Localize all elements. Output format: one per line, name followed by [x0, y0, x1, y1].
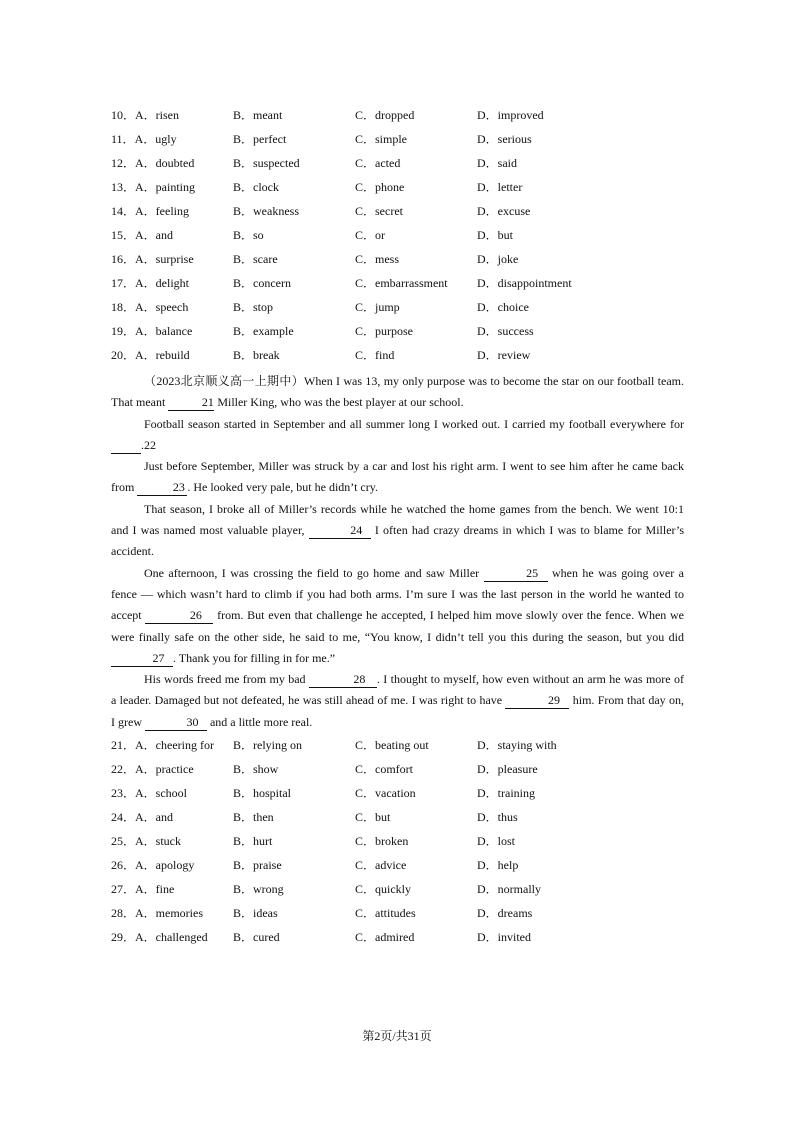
question-row [111, 275, 691, 299]
option-c[interactable]: C．or [355, 228, 386, 242]
question-number: 23． [111, 786, 136, 800]
option-a[interactable] [111, 107, 179, 123]
option-d[interactable]: D．normally [477, 882, 541, 896]
option-a[interactable] [111, 929, 208, 945]
option-a-text: A．delight [135, 276, 190, 290]
option-d[interactable]: D．letter [477, 180, 523, 194]
option-b[interactable]: B．relying on [233, 738, 302, 752]
question-number: 25． [111, 834, 136, 848]
option-b[interactable]: B．hurt [233, 834, 273, 848]
option-a[interactable] [111, 347, 190, 363]
question-row [111, 881, 691, 905]
question-row [111, 299, 691, 323]
option-a[interactable] [111, 761, 194, 777]
option-a-text: A．school [135, 786, 188, 800]
option-c[interactable]: C．attitudes [355, 906, 416, 920]
option-a[interactable] [111, 785, 187, 801]
question-number: 22． [111, 762, 136, 776]
passage-paragraph-5: One afternoon, I was crossing the field to go home and saw Miller 25 when he was going over a fence — which wasn’t hard to climb if you had both arms. I’m sure I was the last person in the world he wanted to accept 26 from. But even that challenge he accepted, I helped him move slowly over the fence. When we were finally safe on the other side, he said to me, “You know, I didn’t tell you this during the season, but you did 27 . Thank you for filling in for me.” [111, 565, 684, 665]
option-d[interactable]: D．lost [477, 834, 516, 848]
question-row [111, 857, 691, 881]
passage-paragraph-1: （2023北京顺义高一上期中）When I was 13, my only purpose was to become the star on our football team. That meant 21 Miller King, who was the best player at our school. [111, 374, 684, 410]
question-number: 27． [111, 882, 136, 896]
option-b[interactable]: B．concern [233, 276, 291, 290]
option-b[interactable]: B．show [233, 762, 279, 776]
option-a[interactable] [111, 251, 194, 267]
option-c[interactable]: C．broken [355, 834, 409, 848]
blank-29[interactable]: 29 [505, 694, 569, 709]
option-b[interactable]: B．clock [233, 180, 279, 194]
option-c[interactable]: C．comfort [355, 762, 413, 776]
option-b[interactable]: B．weakness [233, 204, 299, 218]
option-c[interactable]: C．purpose [355, 324, 413, 338]
option-a-text: A．feeling [135, 204, 189, 218]
option-a-text: A．doubted [135, 156, 195, 170]
option-c[interactable]: C．simple [355, 132, 408, 146]
option-a-text: A．practice [135, 762, 194, 776]
option-b[interactable]: B．suspected [233, 156, 300, 170]
option-a-text: A．memories [135, 906, 204, 920]
question-row [111, 833, 691, 857]
passage-paragraph-3: Just before September, Miller was struck by a car and lost his right arm. I went to see him after he came back from 23 . He looked very pale, but he didn’t cry. [111, 459, 684, 495]
blank-22[interactable]: 22 [111, 439, 141, 454]
option-b[interactable]: B．perfect [233, 132, 287, 146]
option-a[interactable] [111, 179, 195, 195]
question-number: 15． [111, 228, 136, 242]
option-d[interactable]: D．thus [477, 810, 518, 824]
option-a[interactable] [111, 131, 177, 147]
option-c[interactable]: C．dropped [355, 108, 415, 122]
option-d[interactable]: D．excuse [477, 204, 531, 218]
option-c[interactable]: C．quickly [355, 882, 411, 896]
option-d[interactable]: D．staying with [477, 738, 557, 752]
passage-paragraph-2: Football season started in September and all summer long I worked out. I carried my football everywhere for 22. [111, 414, 684, 457]
question-row [111, 347, 691, 371]
question-row [111, 323, 691, 347]
option-a[interactable] [111, 857, 194, 873]
options-block-10-20 [111, 107, 691, 371]
question-row [111, 107, 691, 131]
option-c[interactable]: C．vacation [355, 786, 416, 800]
option-a-text: A．fine [135, 882, 175, 896]
option-b[interactable]: B．cured [233, 930, 280, 944]
blank-25[interactable]: 25 [484, 567, 548, 582]
question-row [111, 203, 691, 227]
option-a-text: A．and [135, 810, 174, 824]
question-row [111, 809, 691, 833]
option-a-text: A．apology [135, 858, 195, 872]
option-a[interactable] [111, 905, 203, 921]
option-b[interactable]: B．break [233, 348, 280, 362]
option-a[interactable] [111, 203, 189, 219]
question-row [111, 155, 691, 179]
option-b[interactable]: B．scare [233, 252, 278, 266]
cloze-passage [111, 371, 684, 733]
question-number: 24． [111, 810, 136, 824]
question-number: 14． [111, 204, 136, 218]
question-number: 29． [111, 930, 136, 944]
option-a-text: A．painting [135, 180, 196, 194]
option-b[interactable]: B．then [233, 810, 274, 824]
option-a[interactable] [111, 155, 194, 171]
option-a[interactable] [111, 881, 174, 897]
option-a-text: A．cheering for [135, 738, 214, 752]
option-d[interactable]: D．but [477, 228, 514, 242]
option-a[interactable] [111, 299, 188, 315]
option-d[interactable]: D．disappointment [477, 276, 572, 290]
option-c[interactable]: C．beating out [355, 738, 429, 752]
option-d[interactable]: D．joke [477, 252, 519, 266]
question-row [111, 131, 691, 155]
blank-30[interactable]: 30 [145, 716, 207, 731]
question-row [111, 929, 691, 953]
option-d[interactable]: D．training [477, 786, 535, 800]
question-row [111, 737, 691, 761]
option-d[interactable]: D．success [477, 324, 534, 338]
option-b[interactable]: B．ideas [233, 906, 278, 920]
question-row [111, 761, 691, 785]
blank-28[interactable]: 28 [309, 673, 377, 688]
option-b[interactable]: B．meant [233, 108, 283, 122]
option-a[interactable] [111, 809, 173, 825]
option-a-text: A．challenged [135, 930, 208, 944]
option-d[interactable]: D．improved [477, 108, 544, 122]
option-a[interactable] [111, 227, 173, 243]
option-b[interactable]: B．wrong [233, 882, 284, 896]
option-a-text: A．speech [135, 300, 189, 314]
question-number: 11． [111, 132, 135, 146]
option-d[interactable]: D．dreams [477, 906, 533, 920]
option-a-text: A．stuck [135, 834, 182, 848]
question-row [111, 227, 691, 251]
blank-27[interactable]: 27 [111, 652, 173, 667]
option-c[interactable]: C．phone [355, 180, 405, 194]
options-block-21-29 [111, 737, 691, 953]
question-number: 13． [111, 180, 136, 194]
question-number: 18． [111, 300, 136, 314]
question-row [111, 179, 691, 203]
option-c[interactable]: C．jump [355, 300, 400, 314]
option-b[interactable]: B．example [233, 324, 294, 338]
option-d[interactable]: D．said [477, 156, 517, 170]
option-a-text: A．surprise [135, 252, 194, 266]
option-c[interactable]: C．find [355, 348, 395, 362]
option-c[interactable]: C．admired [355, 930, 415, 944]
option-d[interactable]: D．choice [477, 300, 529, 314]
option-d[interactable]: D．help [477, 858, 519, 872]
option-d[interactable]: D．pleasure [477, 762, 538, 776]
option-d[interactable]: D．review [477, 348, 531, 362]
option-c[interactable]: C．acted [355, 156, 401, 170]
option-a-text: A．risen [135, 108, 180, 122]
option-c[interactable]: C．advice [355, 858, 407, 872]
option-d[interactable]: D．invited [477, 930, 531, 944]
question-number: 19． [111, 324, 136, 338]
option-a-text: A．rebuild [135, 348, 190, 362]
question-number: 10． [111, 108, 136, 122]
question-row [111, 785, 691, 809]
question-number: 17． [111, 276, 136, 290]
question-number: 26． [111, 858, 136, 872]
question-row [111, 251, 691, 275]
option-a-text: A．balance [135, 324, 193, 338]
question-number: 12． [111, 156, 136, 170]
passage-paragraph-6: His words freed me from my bad 28 . I thought to myself, how even without an arm he was more of a leader. Damaged but not defeated, he was still ahead of me. I was right to have 29 him. From that day on, I grew 30 and a little more real. [111, 672, 684, 729]
option-a[interactable] [111, 737, 214, 753]
option-a[interactable] [111, 275, 189, 291]
option-b[interactable]: B．so [233, 228, 264, 242]
option-a[interactable] [111, 833, 181, 849]
blank-26[interactable]: 26 [145, 609, 213, 624]
option-a[interactable] [111, 323, 192, 339]
page-footer: 第2页/共31页 [362, 1029, 432, 1043]
option-b[interactable]: B．praise [233, 858, 282, 872]
question-number: 20． [111, 348, 136, 362]
option-c[interactable]: C．embarrassment [355, 276, 448, 290]
option-c[interactable]: C．but [355, 810, 391, 824]
blank-23[interactable]: 23 [137, 481, 187, 496]
question-number: 28． [111, 906, 136, 920]
question-number: 21． [111, 738, 136, 752]
blank-24[interactable]: 24 [309, 524, 371, 539]
option-b[interactable]: B．stop [233, 300, 274, 314]
option-c[interactable]: C．mess [355, 252, 400, 266]
blank-21[interactable]: 21 [168, 396, 214, 411]
question-number: 16． [111, 252, 136, 266]
question-row [111, 905, 691, 929]
passage-paragraph-4: That season, I broke all of Miller’s records while he watched the home games from the bench. We went 10:1 and I was named most valuable player, 24 I often had crazy dreams in which I was to blame for Miller’s accident. [111, 501, 684, 559]
option-a-text: A．ugly [134, 132, 177, 146]
option-b[interactable]: B．hospital [233, 786, 292, 800]
option-c[interactable]: C．secret [355, 204, 403, 218]
option-a-text: A．and [135, 228, 174, 242]
option-d[interactable]: D．serious [477, 132, 532, 146]
